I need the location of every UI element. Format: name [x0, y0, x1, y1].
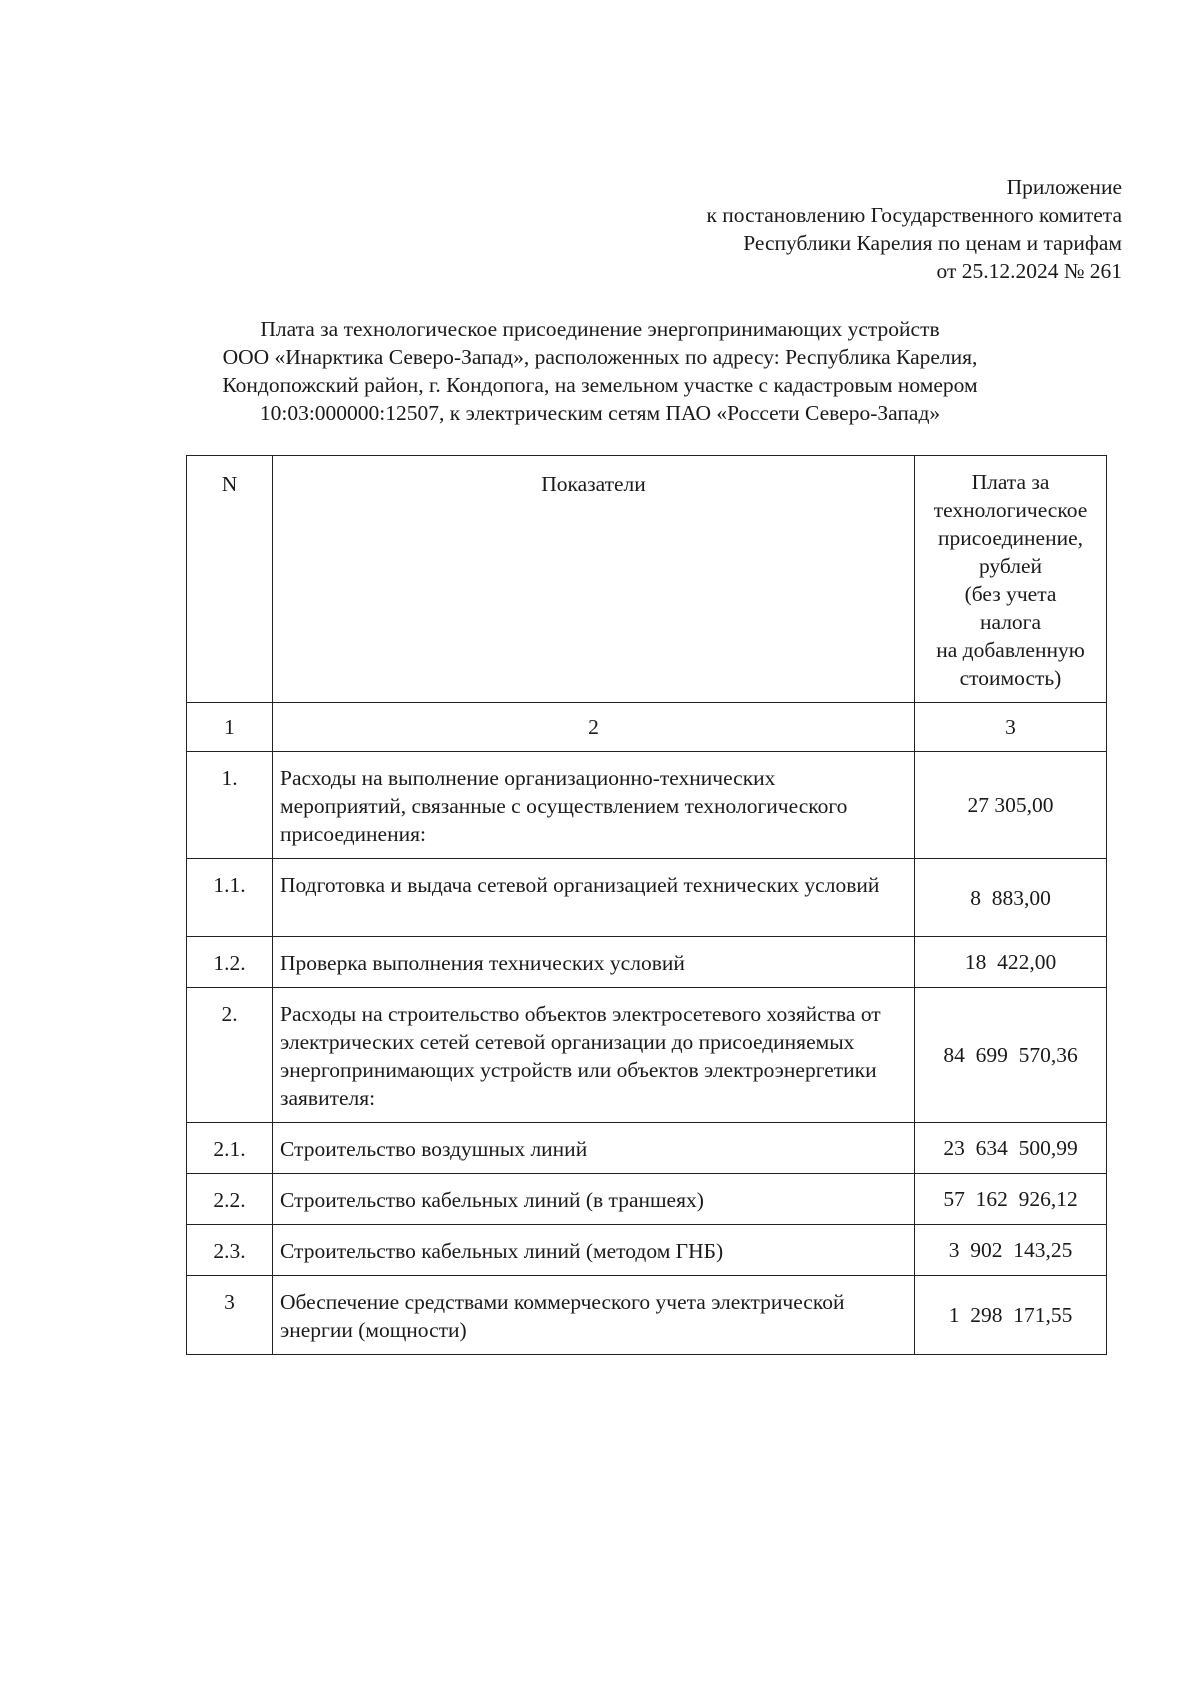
header-fee-line: технологическое: [933, 498, 1088, 522]
title-line: Плата за технологическое присоединение энергопринимающих устройств: [260, 317, 940, 341]
column-number: 2: [273, 703, 915, 752]
appendix-header: [706, 173, 1122, 285]
row-value: 8 883,00: [915, 859, 1107, 937]
table-row: [187, 859, 1107, 937]
row-number: 2.2.: [187, 1174, 273, 1225]
appendix-authority-line: Республики Карелия по ценам и тарифам: [743, 231, 1122, 255]
row-number: 3: [187, 1276, 273, 1355]
row-indicator: Проверка выполнения технических условий: [273, 937, 915, 988]
table-row: [187, 937, 1107, 988]
header-number: N: [187, 456, 273, 703]
row-number: 2.3.: [187, 1225, 273, 1276]
row-value: 3 902 143,25: [915, 1225, 1107, 1276]
title-line: 10:03:000000:12507, к электрическим сетям ПАО «Россети Северо-Запад»: [259, 401, 941, 425]
table-row: [187, 1225, 1107, 1276]
row-number: 1.1.: [187, 859, 273, 937]
table-row: [187, 752, 1107, 859]
header-fee-line: стоимость): [959, 666, 1062, 690]
header-fee: [915, 456, 1107, 703]
row-indicator: Расходы на строительство объектов электросетевого хозяйства от электрических сетей сетевой организации до присоединяемых энергопринимающих устройств или объектов электроэнергетики заявителя:: [273, 988, 915, 1123]
row-number: 1.: [187, 752, 273, 859]
row-indicator: Строительство воздушных линий: [273, 1123, 915, 1174]
table-row: [187, 1123, 1107, 1174]
row-indicator: Подготовка и выдача сетевой организацией технических условий: [273, 859, 915, 937]
column-number-row: [187, 703, 1107, 752]
row-value: 84 699 570,36: [915, 988, 1107, 1123]
header-fee-line: налога: [979, 610, 1042, 634]
appendix-label: Приложение: [1006, 175, 1122, 199]
row-value: 57 162 926,12: [915, 1174, 1107, 1225]
row-indicator: Расходы на выполнение организационно-технических мероприятий, связанные с осуществлением технологического присоединения:: [273, 752, 915, 859]
row-number: 1.2.: [187, 937, 273, 988]
row-value: 18 422,00: [915, 937, 1107, 988]
fee-table: [186, 455, 1107, 1355]
appendix-decree-line: к постановлению Государственного комитета: [706, 203, 1122, 227]
header-indicators: Показатели: [273, 456, 915, 703]
table-row: [187, 988, 1107, 1123]
header-fee-line: Плата за: [971, 470, 1050, 494]
document-title: [0, 315, 1200, 427]
row-value: 27 305,00: [915, 752, 1107, 859]
row-value: 1 298 171,55: [915, 1276, 1107, 1355]
table-header-row: [187, 456, 1107, 703]
row-number: 2.: [187, 988, 273, 1123]
header-fee-line: рублей: [978, 554, 1043, 578]
title-line: Кондопожский район, г. Кондопога, на земельном участке с кадастровым номером: [222, 373, 978, 397]
header-fee-line: (без учета: [964, 582, 1057, 606]
appendix-date-number: от 25.12.2024 № 261: [936, 259, 1122, 283]
column-number: 3: [915, 703, 1107, 752]
row-value: 23 634 500,99: [915, 1123, 1107, 1174]
row-indicator: Строительство кабельных линий (в траншеях): [273, 1174, 915, 1225]
title-line: ООО «Инарктика Северо-Запад», расположенных по адресу: Республика Карелия,: [222, 345, 978, 369]
column-number: 1: [187, 703, 273, 752]
header-fee-line: на добавленную: [936, 638, 1085, 662]
row-indicator: Обеспечение средствами коммерческого учета электрической энергии (мощности): [273, 1276, 915, 1355]
table-row: [187, 1174, 1107, 1225]
row-number: 2.1.: [187, 1123, 273, 1174]
header-fee-line: присоединение,: [938, 526, 1083, 550]
row-indicator: Строительство кабельных линий (методом ГНБ): [273, 1225, 915, 1276]
table-row: [187, 1276, 1107, 1355]
